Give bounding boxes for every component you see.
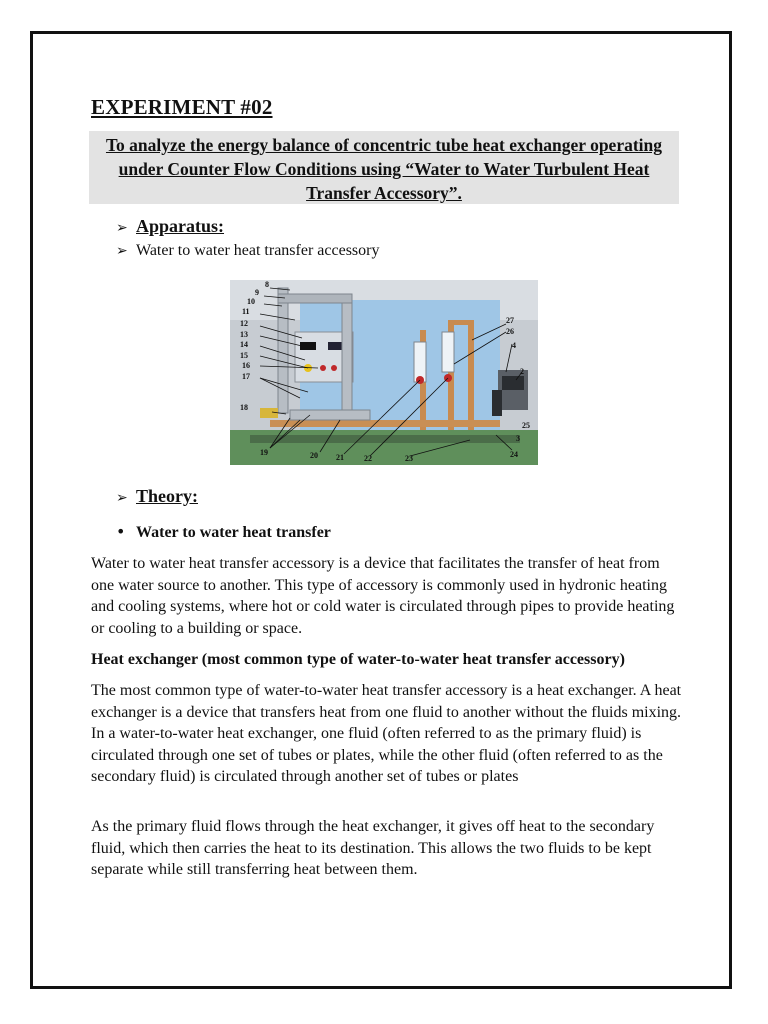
svg-text:25: 25 [522,421,530,430]
arrow-bullet-icon: ➢ [116,490,128,506]
svg-text:8: 8 [265,280,269,289]
svg-text:14: 14 [240,340,248,349]
svg-text:22: 22 [364,454,372,463]
theory-bullet: Water to water heat transfer [136,524,331,541]
experiment-title: EXPERIMENT #02 [91,95,273,119]
svg-text:2: 2 [520,367,524,376]
svg-text:11: 11 [242,307,250,316]
heat-exchanger-subheading: Heat exchanger (most common type of water-to-water heat transfer accessory) [91,651,625,668]
arrow-bullet-icon: ➢ [116,243,128,259]
apparatus-heading: Apparatus: [136,216,225,236]
theory-bullet-row [116,522,331,542]
svg-text:10: 10 [247,297,255,306]
svg-text:15: 15 [240,351,248,360]
objective-box: To analyze the energy balance of concentric tube heat exchanger operating under Counter Flow Conditions using “Water to Water Turbulent Heat Transfer Accessory”. [89,131,679,204]
theory-paragraph-3: As the primary fluid flows through the heat exchanger, it gives off heat to the secondary fluid, which then carries the heat to its destination. This allows the two fluids to be kept separate while still transferring heat between them. [91,818,655,878]
svg-text:19: 19 [260,448,268,457]
svg-text:9: 9 [255,288,259,297]
svg-text:23: 23 [405,454,413,463]
svg-text:13: 13 [240,330,248,339]
theory-paragraph-2: The most common type of water-to-water heat transfer accessory is a heat exchanger. A heat exchanger is a device that transfers heat from one fluid to another without the fluids mixing. In a water-to-water heat exchanger, one fluid (often referred to as the primary fluid) is circulated through one set of tubes or plates, while the other fluid (often referred to as the secondary fluid) is circulated through another set of tubes or plates [91,682,682,785]
svg-text:12: 12 [240,319,248,328]
svg-text:24: 24 [510,450,518,459]
svg-text:16: 16 [242,361,250,370]
theory-paragraph-1: Water to water heat transfer accessory is a device that facilitates the transfer of heat from one water source to another. This type of accessory is commonly used in hydronic heating and cooling systems, where hot or cold water is circulated through pipes to provide heating or cooling to a building or space. [91,555,675,637]
svg-text:20: 20 [310,451,318,460]
theory-heading-row [116,486,198,507]
theory-heading: Theory: [136,486,198,506]
arrow-bullet-icon: ➢ [116,220,128,236]
apparatus-item-row [116,242,379,260]
svg-text:17: 17 [242,372,250,381]
apparatus-item: Water to water heat transfer accessory [136,242,380,259]
svg-text:21: 21 [336,453,344,462]
svg-text:27: 27 [506,316,514,325]
apparatus-heading-row [116,216,224,237]
svg-text:18: 18 [240,403,248,412]
svg-text:4: 4 [512,341,516,350]
svg-text:26: 26 [506,327,514,336]
svg-text:3: 3 [516,434,520,443]
apparatus-photo [230,280,538,465]
bullet-dot-icon: • [116,522,126,541]
